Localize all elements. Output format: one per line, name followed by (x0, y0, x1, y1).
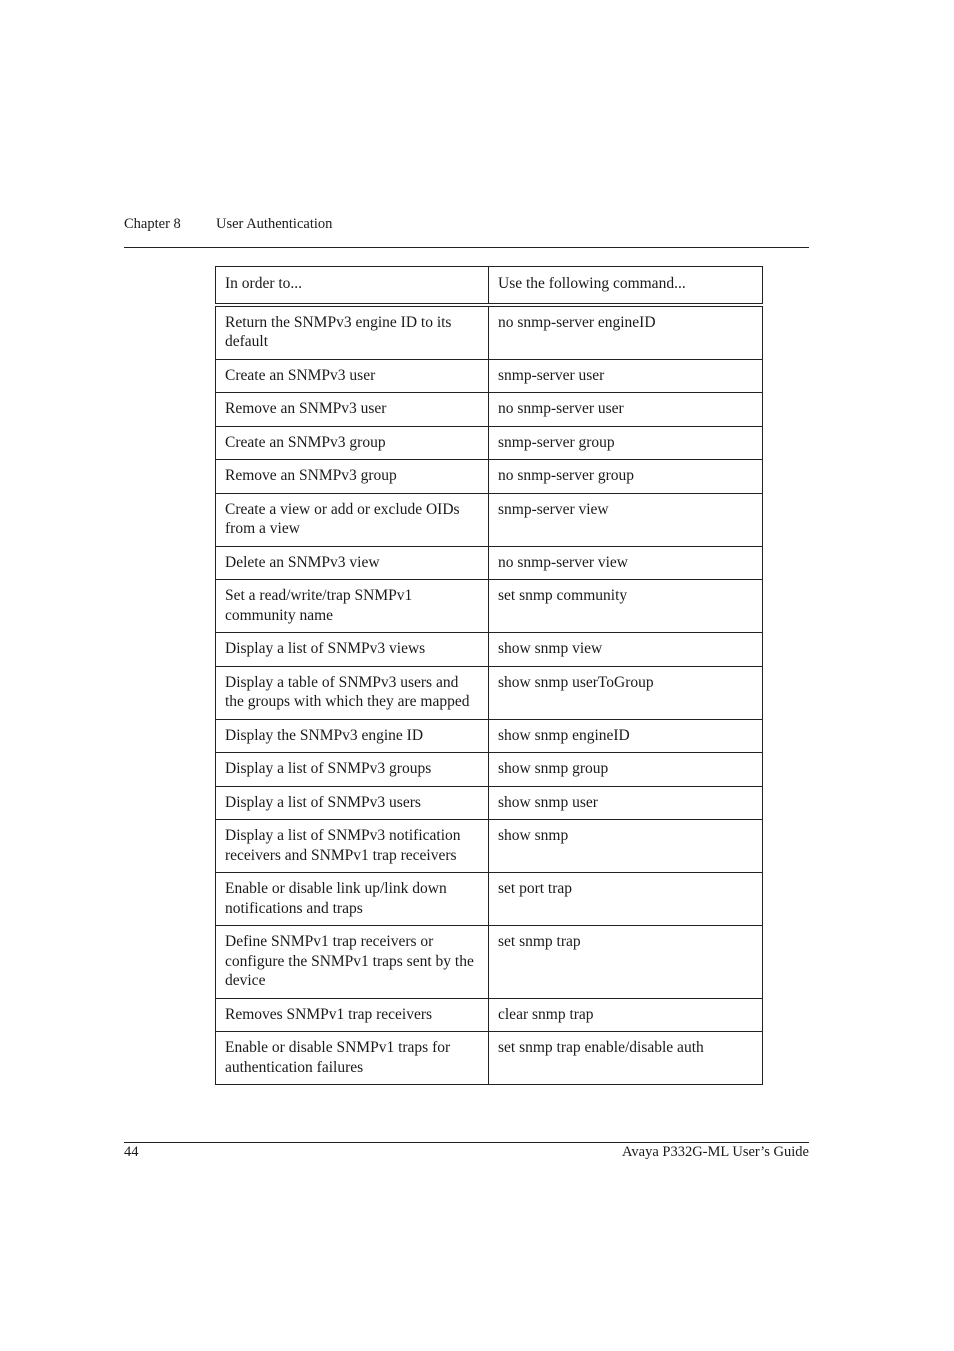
table-row (216, 460, 763, 494)
action-cell: Remove an SNMPv3 group (216, 460, 489, 494)
command-table (215, 266, 763, 1085)
action-cell: Display a list of SNMPv3 notification receivers and SNMPv1 trap receivers (216, 820, 489, 873)
table-row (216, 393, 763, 427)
action-cell: Set a read/write/trap SNMPv1 community name (216, 580, 489, 633)
action-cell: Create an SNMPv3 group (216, 426, 489, 460)
action-cell: Create a view or add or exclude OIDs from a view (216, 493, 489, 546)
command-cell: no snmp-server group (489, 460, 763, 494)
table-row (216, 753, 763, 787)
command-cell: show snmp view (489, 633, 763, 667)
footer-rule (124, 1142, 809, 1143)
command-cell: clear snmp trap (489, 998, 763, 1032)
command-cell: set port trap (489, 873, 763, 926)
table-row (216, 786, 763, 820)
header-rule (124, 247, 809, 248)
chapter-number: Chapter 8 (124, 216, 181, 232)
command-cell: snmp-server user (489, 359, 763, 393)
table-row (216, 719, 763, 753)
action-cell: Display the SNMPv3 engine ID (216, 719, 489, 753)
chapter-title: User Authentication (216, 216, 333, 232)
command-cell: set snmp trap enable/disable auth (489, 1032, 763, 1085)
table-row (216, 305, 763, 360)
action-cell: Return the SNMPv3 engine ID to its default (216, 305, 489, 360)
table-row (216, 926, 763, 999)
table-row (216, 873, 763, 926)
action-cell: Create an SNMPv3 user (216, 359, 489, 393)
command-cell: show snmp (489, 820, 763, 873)
action-cell: Removes SNMPv1 trap receivers (216, 998, 489, 1032)
table-row (216, 359, 763, 393)
table-row (216, 426, 763, 460)
action-cell: Remove an SNMPv3 user (216, 393, 489, 427)
command-cell: show snmp engineID (489, 719, 763, 753)
action-cell: Display a table of SNMPv3 users and the groups with which they are mapped (216, 666, 489, 719)
command-cell: snmp-server view (489, 493, 763, 546)
table-header-row (216, 267, 763, 305)
table-row (216, 666, 763, 719)
column-header-command: Use the following command... (489, 267, 763, 305)
table-row (216, 546, 763, 580)
running-header (124, 216, 809, 236)
action-cell: Display a list of SNMPv3 users (216, 786, 489, 820)
page-number: 44 (124, 1144, 139, 1160)
command-cell: no snmp-server engineID (489, 305, 763, 360)
action-cell: Display a list of SNMPv3 views (216, 633, 489, 667)
command-cell: show snmp user (489, 786, 763, 820)
action-cell: Enable or disable SNMPv1 traps for authentication failures (216, 1032, 489, 1085)
table-row (216, 820, 763, 873)
table-row (216, 998, 763, 1032)
command-cell: snmp-server group (489, 426, 763, 460)
command-cell: no snmp-server user (489, 393, 763, 427)
command-cell: show snmp group (489, 753, 763, 787)
action-cell: Display a list of SNMPv3 groups (216, 753, 489, 787)
table-row (216, 1032, 763, 1085)
table-row (216, 493, 763, 546)
action-cell: Enable or disable link up/link down notifications and traps (216, 873, 489, 926)
column-header-action: In order to... (216, 267, 489, 305)
table-row (216, 580, 763, 633)
command-cell: show snmp userToGroup (489, 666, 763, 719)
command-cell: no snmp-server view (489, 546, 763, 580)
guide-title: Avaya P332G-ML User’s Guide (622, 1144, 809, 1160)
table-row (216, 633, 763, 667)
command-cell: set snmp trap (489, 926, 763, 999)
action-cell: Delete an SNMPv3 view (216, 546, 489, 580)
action-cell: Define SNMPv1 trap receivers or configure the SNMPv1 traps sent by the device (216, 926, 489, 999)
command-cell: set snmp community (489, 580, 763, 633)
table-body (216, 305, 763, 1085)
